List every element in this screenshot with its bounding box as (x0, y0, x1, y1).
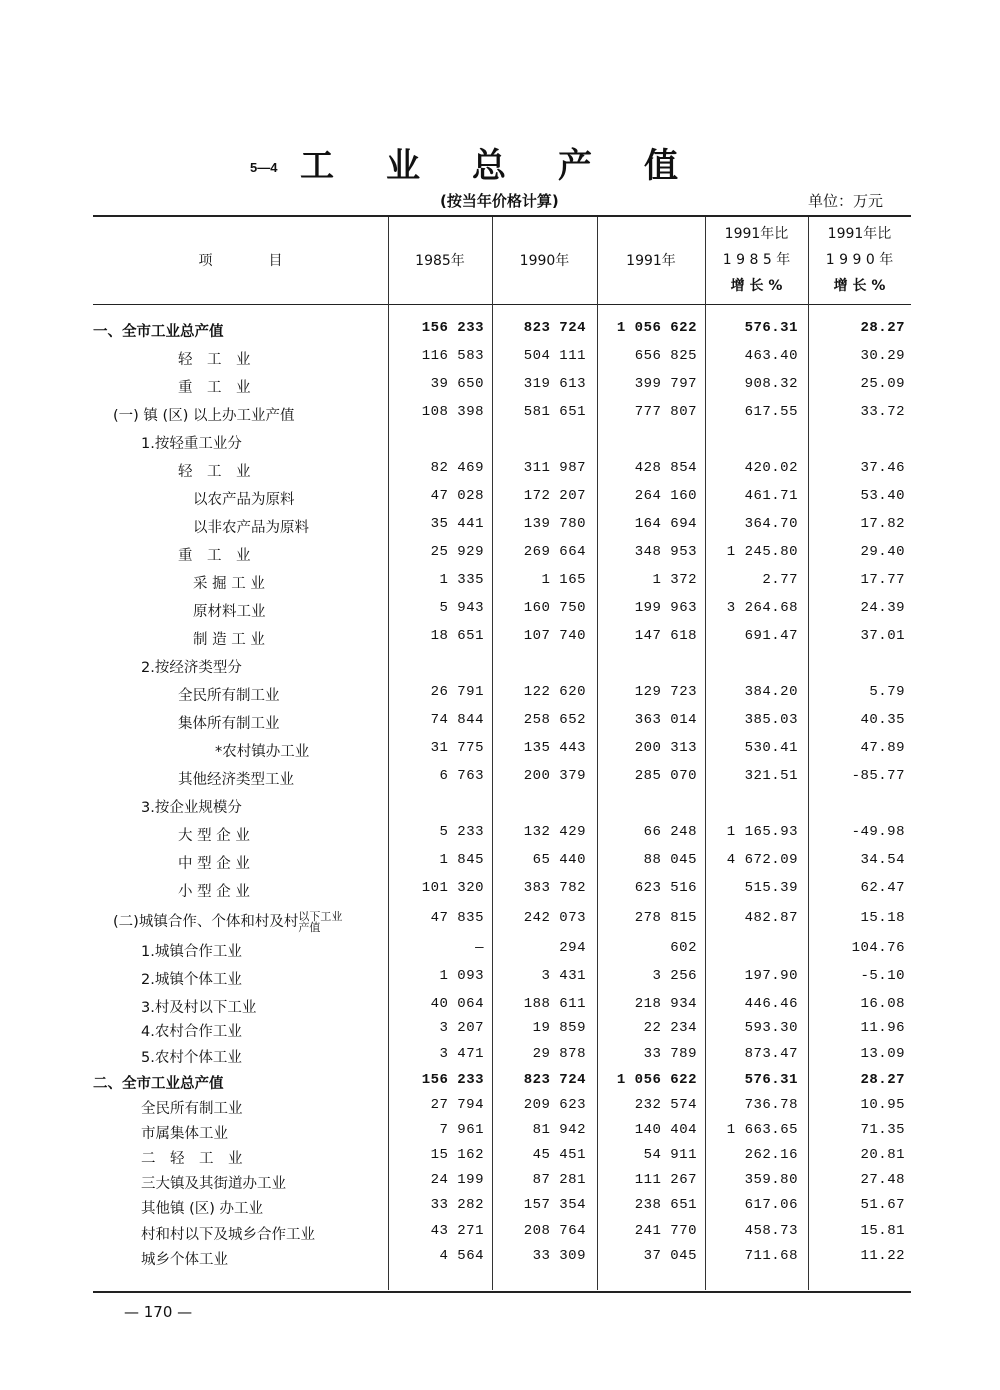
row-value-col3: 623 516 (634, 880, 697, 896)
row-value-col4: 321.51 (744, 768, 798, 784)
table-row (93, 320, 911, 346)
row-value-col4: 530.41 (744, 740, 798, 756)
table-row (93, 656, 911, 682)
row-label (193, 628, 265, 649)
row-value-col5: 13.09 (860, 1046, 905, 1062)
table-row (93, 628, 911, 654)
row-label-text: *农村镇办工业 (215, 744, 310, 760)
row-label (113, 404, 294, 425)
row-label (178, 348, 251, 369)
row-label-text: 一、全市工业总产值 (93, 324, 224, 340)
table-row (93, 940, 911, 966)
row-label (141, 1223, 315, 1244)
table-row (93, 1020, 911, 1046)
row-value-col2: 132 429 (523, 824, 586, 840)
table-row (93, 1147, 911, 1173)
row-value-col4: 384.20 (744, 684, 798, 700)
row-value-col4: 2.77 (762, 572, 798, 588)
unit-label: 单位：万元 (808, 192, 884, 210)
row-value-col1: 43 271 (430, 1223, 484, 1239)
row-value-col2: 188 611 (523, 996, 586, 1012)
row-value-col2: 172 207 (523, 488, 586, 504)
header-cmp90-line1: 1991年比 (827, 226, 892, 242)
row-value-col1: 25 929 (430, 544, 484, 560)
row-value-col1: 27 794 (430, 1097, 484, 1113)
row-value-col4: 873.47 (744, 1046, 798, 1062)
row-value-col4: 458.73 (744, 1223, 798, 1239)
table-row (93, 796, 911, 822)
table-row (93, 348, 911, 374)
row-value-col5: 17.82 (860, 516, 905, 532)
title-text: 工业总产值 (300, 146, 730, 186)
row-value-col3: 1 056 622 (616, 1072, 697, 1088)
row-value-col5: 10.95 (860, 1097, 905, 1113)
row-value-col4: 3 264.68 (726, 600, 798, 616)
row-label (141, 1046, 242, 1067)
row-value-col4: 515.39 (744, 880, 798, 896)
table-row (93, 1248, 911, 1274)
row-value-col3: 164 694 (634, 516, 697, 532)
table-row (93, 1223, 911, 1249)
table-row (93, 684, 911, 710)
row-value-col5: 37.01 (860, 628, 905, 644)
row-label-text: 轻 工 业 (178, 352, 251, 368)
table-row (93, 1197, 911, 1223)
row-value-col1: 47 028 (430, 488, 484, 504)
row-label-text: 二、全市工业总产值 (93, 1076, 224, 1092)
row-value-col2: 3 431 (541, 968, 586, 984)
row-label (215, 740, 309, 761)
row-value-col1: 108 398 (421, 404, 484, 420)
row-value-col3: 602 (670, 940, 697, 956)
row-value-col4: 576.31 (744, 1072, 798, 1088)
row-label-text: 大 型 企 业 (178, 828, 250, 844)
row-value-col2: 383 782 (523, 880, 586, 896)
row-label (141, 432, 242, 453)
row-value-col2: 135 443 (523, 740, 586, 756)
row-value-col1: 1 845 (439, 852, 484, 868)
table-row (93, 880, 911, 906)
table-row (93, 968, 911, 994)
row-value-col1: 5 233 (439, 824, 484, 840)
row-value-col5: 30.29 (860, 348, 905, 364)
row-value-col2: 200 379 (523, 768, 586, 784)
row-value-col5: 24.39 (860, 600, 905, 616)
row-label (178, 768, 294, 789)
row-label-text: 以非农产品为原料 (193, 520, 309, 536)
row-label-text: 制 造 工 业 (193, 632, 265, 648)
row-value-col3: 777 807 (634, 404, 697, 420)
row-label-text: 三大镇及其街道办工业 (141, 1176, 286, 1192)
table-row (93, 910, 911, 936)
row-value-col2: 157 354 (523, 1197, 586, 1213)
row-value-col4: 463.40 (744, 348, 798, 364)
row-value-col3: 285 070 (634, 768, 697, 784)
row-label-text: 轻 工 业 (178, 464, 251, 480)
row-value-col5: 11.22 (860, 1248, 905, 1264)
row-value-col4: 1 245.80 (726, 544, 798, 560)
row-value-col1: 74 844 (430, 712, 484, 728)
row-label (141, 1197, 263, 1218)
row-value-col3: 1 372 (652, 572, 697, 588)
row-value-col2: 269 664 (523, 544, 586, 560)
row-value-col4: 446.46 (744, 996, 798, 1012)
row-value-col2: 122 620 (523, 684, 586, 700)
table-row (93, 740, 911, 766)
row-value-col3: 238 651 (634, 1197, 697, 1213)
row-value-col2: 581 651 (523, 404, 586, 420)
row-value-col5: 33.72 (860, 404, 905, 420)
row-label-text: 2.城镇个体工业 (141, 972, 242, 988)
row-value-col5: 11.96 (860, 1020, 905, 1036)
header-1991: 1991年 (626, 253, 676, 269)
row-value-col4: 197.90 (744, 968, 798, 984)
row-value-col2: 823 724 (523, 320, 586, 336)
table-row (93, 852, 911, 878)
header-cmp85 (705, 221, 808, 299)
row-value-col5: 17.77 (860, 572, 905, 588)
row-label-text: (一) 镇 (区) 以上办工业产值 (113, 408, 295, 424)
row-label (113, 910, 346, 933)
row-label-text: 3.村及村以下工业 (141, 1000, 257, 1016)
row-value-col2: 65 440 (532, 852, 586, 868)
row-label (193, 488, 295, 509)
row-value-col4: 691.47 (744, 628, 798, 644)
row-label (178, 460, 251, 481)
row-value-col2: 823 724 (523, 1072, 586, 1088)
row-value-col4: 908.32 (744, 376, 798, 392)
row-label-text: 村和村以下及城乡合作工业 (141, 1227, 315, 1243)
row-value-col5: -5.10 (860, 968, 905, 984)
row-value-col1: 1 093 (439, 968, 484, 984)
row-value-col5: 16.08 (860, 996, 905, 1012)
row-value-col5: 5.79 (869, 684, 905, 700)
row-label-text: 重 工 业 (178, 380, 251, 396)
row-label (141, 1122, 228, 1143)
row-value-col3: 33 789 (643, 1046, 697, 1062)
row-value-col3: 656 825 (634, 348, 697, 364)
header-rule (93, 304, 911, 305)
header-cmp90 (808, 221, 911, 299)
row-label-text: 其他镇 (区) 办工业 (141, 1201, 264, 1217)
row-label-text: 原材料工业 (193, 604, 266, 620)
row-value-col1: 3 207 (439, 1020, 484, 1036)
row-value-col2: 87 281 (532, 1172, 586, 1188)
row-value-col2: 19 859 (532, 1020, 586, 1036)
row-value-col2: 81 942 (532, 1122, 586, 1138)
row-label (141, 1172, 286, 1193)
row-label-text: 全民所有制工业 (141, 1101, 243, 1117)
row-label-text: 城乡个体工业 (141, 1252, 228, 1268)
subtitle: (按当年价格计算) (440, 192, 559, 210)
row-value-col5: -85.77 (851, 768, 905, 784)
table-row (93, 488, 911, 514)
row-label-text: 重 工 业 (178, 548, 251, 564)
row-label (93, 320, 224, 341)
row-value-col4: 617.55 (744, 404, 798, 420)
row-value-col5: 25.09 (860, 376, 905, 392)
row-label (141, 1147, 243, 1168)
table-row (93, 572, 911, 598)
row-value-col5: 40.35 (860, 712, 905, 728)
row-value-col4: 736.78 (744, 1097, 798, 1113)
row-label (141, 1248, 228, 1269)
row-value-col2: 319 613 (523, 376, 586, 392)
row-label-text: 2.按经济类型分 (141, 660, 242, 676)
row-value-col1: 82 469 (430, 460, 484, 476)
row-label-text: (二)城镇合作、个体和村及村 (113, 914, 299, 930)
row-value-col3: 218 934 (634, 996, 697, 1012)
table-row (93, 1046, 911, 1072)
row-value-col1: 116 583 (421, 348, 484, 364)
row-value-col1: 24 199 (430, 1172, 484, 1188)
row-label (141, 1097, 243, 1118)
row-value-col3: 241 770 (634, 1223, 697, 1239)
row-value-col1: 101 320 (421, 880, 484, 896)
row-value-col3: 399 797 (634, 376, 697, 392)
row-value-col5: 29.40 (860, 544, 905, 560)
header-1990: 1990年 (519, 253, 570, 269)
row-label-text: 采 掘 工 业 (193, 576, 265, 592)
row-value-col1: 3 471 (439, 1046, 484, 1062)
row-value-col3: 66 248 (643, 824, 697, 840)
row-label (178, 880, 250, 901)
row-value-col3: 348 953 (634, 544, 697, 560)
table-row (93, 1072, 911, 1098)
table-number: 5—4 (250, 160, 278, 175)
table-row (93, 1097, 911, 1123)
row-value-col4: 461.71 (744, 488, 798, 504)
row-value-col1: 15 162 (430, 1147, 484, 1163)
row-label-suffix: 以下工业产值 (298, 910, 343, 934)
table-row (93, 712, 911, 738)
row-value-col5: 28.27 (860, 320, 905, 336)
row-value-col4: 576.31 (744, 320, 798, 336)
row-label-text: 5.农村个体工业 (141, 1050, 242, 1066)
row-value-col2: 209 623 (523, 1097, 586, 1113)
row-label-text: 市属集体工业 (141, 1126, 228, 1142)
row-value-col1: 40 064 (430, 996, 484, 1012)
row-value-col3: 428 854 (634, 460, 697, 476)
row-value-col5: 28.27 (860, 1072, 905, 1088)
table-row (93, 544, 911, 570)
row-value-col4: 385.03 (744, 712, 798, 728)
row-value-col5: 47.89 (860, 740, 905, 756)
row-value-col2: 29 878 (532, 1046, 586, 1062)
row-value-col4: 1 663.65 (726, 1122, 798, 1138)
row-value-col3: 232 574 (634, 1097, 697, 1113)
row-value-col2: 139 780 (523, 516, 586, 532)
row-value-col2: 504 111 (523, 348, 586, 364)
row-label-text: 二 轻 工 业 (141, 1151, 243, 1167)
row-value-col5: -49.98 (851, 824, 905, 840)
row-value-col1: 47 835 (430, 910, 484, 926)
row-label-text: 4.农村合作工业 (141, 1024, 242, 1040)
row-value-col4: 482.87 (744, 910, 798, 926)
row-value-col3: 1 056 622 (616, 320, 697, 336)
row-value-col4: 420.02 (744, 460, 798, 476)
row-label-text: 1.按轻重工业分 (141, 436, 242, 452)
row-label (178, 824, 250, 845)
row-value-col5: 37.46 (860, 460, 905, 476)
table-row (93, 1122, 911, 1148)
row-label (141, 940, 242, 961)
row-label (141, 1020, 242, 1041)
table-row (93, 432, 911, 458)
row-value-col1: 39 650 (430, 376, 484, 392)
row-value-col3: 88 045 (643, 852, 697, 868)
row-value-col4: 364.70 (744, 516, 798, 532)
row-value-col1: 1 335 (439, 572, 484, 588)
row-label (178, 544, 251, 565)
row-value-col3: 54 911 (643, 1147, 697, 1163)
row-value-col1: 6 763 (439, 768, 484, 784)
row-value-col2: 242 073 (523, 910, 586, 926)
row-label (178, 376, 251, 397)
row-value-col3: 22 234 (643, 1020, 697, 1036)
row-value-col1: 33 282 (430, 1197, 484, 1213)
row-value-col1: 5 943 (439, 600, 484, 616)
row-label-text: 以农产品为原料 (193, 492, 295, 508)
row-value-col3: 37 045 (643, 1248, 697, 1264)
row-value-col2: 311 987 (523, 460, 586, 476)
row-value-col4: 4 672.09 (726, 852, 798, 868)
row-value-col3: 147 618 (634, 628, 697, 644)
row-label-text: 其他经济类型工业 (178, 772, 294, 788)
table-title (0, 138, 1000, 188)
row-value-col1: 156 233 (421, 1072, 484, 1088)
row-value-col2: 208 764 (523, 1223, 586, 1239)
row-label-text: 中 型 企 业 (178, 856, 250, 872)
row-value-col4: 1 165.93 (726, 824, 798, 840)
row-value-col5: 15.81 (860, 1223, 905, 1239)
header-cmp90-line3: 增 长 % (833, 278, 886, 294)
table-row (93, 404, 911, 430)
row-label (141, 968, 242, 989)
row-value-col1: 35 441 (430, 516, 484, 532)
table-row (93, 1172, 911, 1198)
row-value-col5: 104.76 (851, 940, 905, 956)
row-value-col2: 258 652 (523, 712, 586, 728)
row-label-text: 集体所有制工业 (178, 716, 280, 732)
row-value-col1: 156 233 (421, 320, 484, 336)
header-cmp85-line2: 1 9 8 5 年 (722, 252, 791, 268)
row-label-text: 1.城镇合作工业 (141, 944, 242, 960)
row-value-col3: 3 256 (652, 968, 697, 984)
row-value-col4: 593.30 (744, 1020, 798, 1036)
bottom-rule (93, 1291, 911, 1293)
row-value-col5: 20.81 (860, 1147, 905, 1163)
row-value-col3: 278 815 (634, 910, 697, 926)
table-row (93, 460, 911, 486)
row-label (141, 996, 256, 1017)
row-value-col3: 264 160 (634, 488, 697, 504)
row-label (93, 1072, 224, 1093)
row-value-col4: 711.68 (744, 1248, 798, 1264)
table-row (93, 768, 911, 794)
top-rule (93, 215, 911, 217)
row-label-text: 全民所有制工业 (178, 688, 280, 704)
row-label (178, 684, 280, 705)
row-value-col5: 62.47 (860, 880, 905, 896)
row-value-col1: 31 775 (430, 740, 484, 756)
header-cmp90-line2: 1 9 9 0 年 (825, 252, 894, 268)
row-value-col3: 129 723 (634, 684, 697, 700)
table-row (93, 516, 911, 542)
row-value-col3: 200 313 (634, 740, 697, 756)
row-value-col3: 111 267 (634, 1172, 697, 1188)
row-value-col5: 51.67 (860, 1197, 905, 1213)
row-value-col1: 4 564 (439, 1248, 484, 1264)
row-value-col5: 15.18 (860, 910, 905, 926)
row-value-col2: 1 165 (541, 572, 586, 588)
header-cmp85-line1: 1991年比 (724, 226, 789, 242)
row-value-col1: 26 791 (430, 684, 484, 700)
table-row (93, 996, 911, 1022)
row-label-text: 3.按企业规模分 (141, 800, 242, 816)
row-value-col3: 363 014 (634, 712, 697, 728)
row-value-col3: 199 963 (634, 600, 697, 616)
row-label (193, 572, 265, 593)
row-label (178, 852, 250, 873)
row-value-col2: 33 309 (532, 1248, 586, 1264)
row-label (193, 600, 266, 621)
row-value-col5: 34.54 (860, 852, 905, 868)
row-label-text: 小 型 企 业 (178, 884, 250, 900)
row-label (141, 796, 242, 817)
row-value-col5: 53.40 (860, 488, 905, 504)
row-value-col3: 140 404 (634, 1122, 697, 1138)
header-cmp85-line3: 增 长 % (730, 278, 783, 294)
header-item: 项 目 (198, 253, 283, 269)
row-value-col5: 27.48 (860, 1172, 905, 1188)
row-value-col5: 71.35 (860, 1122, 905, 1138)
header-1985: 1985年 (415, 253, 465, 269)
row-value-col2: 294 (559, 940, 586, 956)
table-row (93, 600, 911, 626)
table-row (93, 824, 911, 850)
row-value-col2: 45 451 (532, 1147, 586, 1163)
row-value-col4: 617.06 (744, 1197, 798, 1213)
row-value-col1: — (475, 940, 484, 956)
row-value-col1: 18 651 (430, 628, 484, 644)
row-value-col4: 262.16 (744, 1147, 798, 1163)
row-value-col4: 359.80 (744, 1172, 798, 1188)
page-number: — 170 — (124, 1303, 193, 1321)
row-label (141, 656, 242, 677)
table-row (93, 376, 911, 402)
row-label (193, 516, 309, 537)
row-value-col2: 107 740 (523, 628, 586, 644)
row-value-col2: 160 750 (523, 600, 586, 616)
row-label (178, 712, 280, 733)
row-value-col1: 7 961 (439, 1122, 484, 1138)
